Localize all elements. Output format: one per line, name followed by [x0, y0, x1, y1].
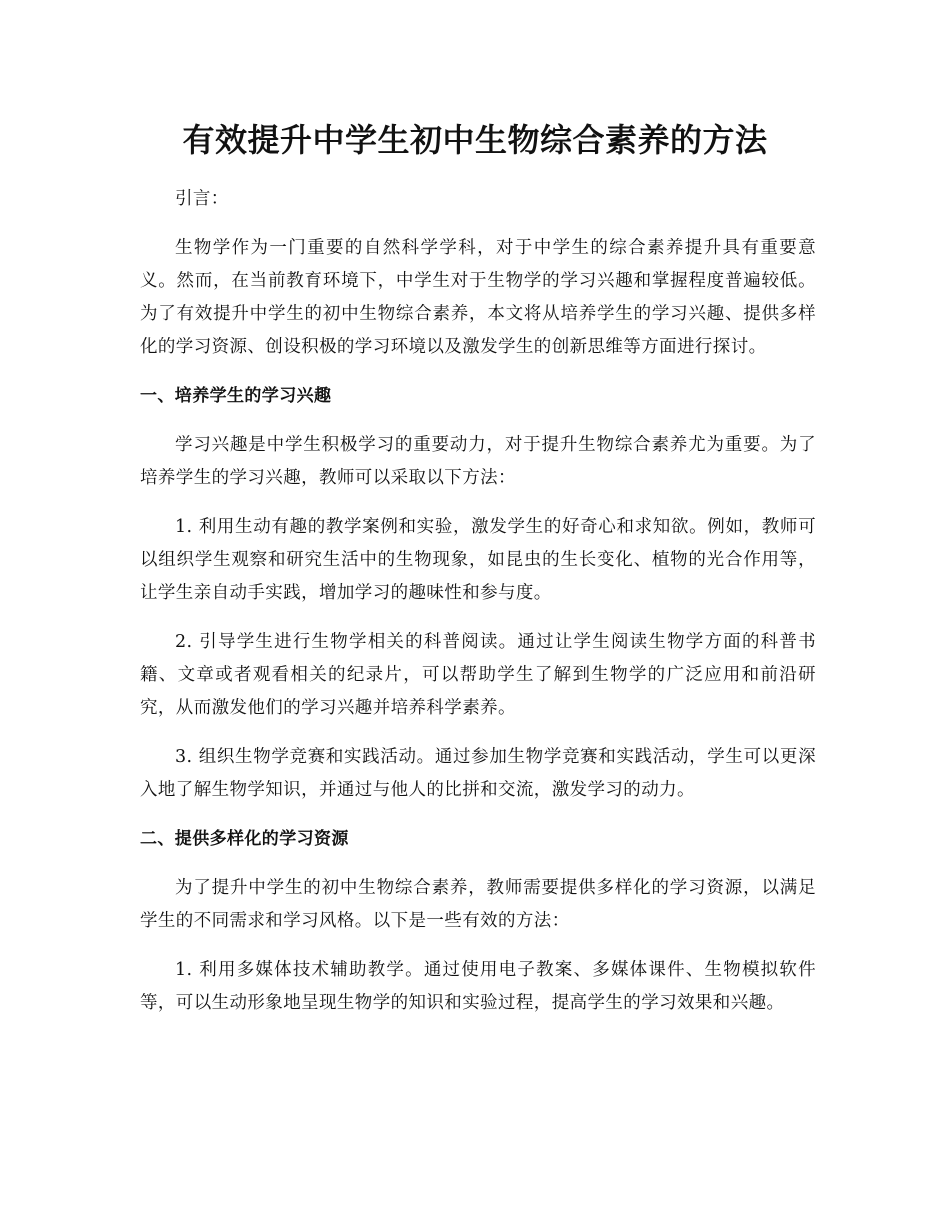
document-body — [140, 183, 816, 1036]
intro-paragraph: 生物学作为一门重要的自然科学学科，对于中学生的综合素养提升具有重要意义。然而，在当前教育环境下，中学生对于生物学的学习兴趣和掌握程度普遍较低。为了有效提升中学生的初中生物综合素养，本文将从培养学生的学习兴趣、提供多样化的学习资源、创设积极的学习环境以及激发学生的创新思维等方面进行探讨。 — [140, 238, 816, 357]
section-2-item-1: 1. 利用多媒体技术辅助教学。通过使用电子教案、多媒体课件、生物模拟软件等，可以生动形象地呈现生物学的知识和实验过程，提高学生的学习效果和兴趣。 — [140, 960, 816, 1013]
document-title: 有效提升中学生初中生物综合素养的方法 — [182, 121, 768, 160]
section-1-lead: 学习兴趣是中学生积极学习的重要动力，对于提升生物综合素养尤为重要。为了培养学生的学习兴趣，教师可以采取以下方法： — [140, 435, 816, 488]
section-1-heading: 一、培养学生的学习兴趣 — [140, 386, 332, 406]
section-1-item-3: 3. 组织生物学竞赛和实践活动。通过参加生物学竞赛和实践活动，学生可以更深入地了解生物学知识，并通过与他人的比拼和交流，激发学习的动力。 — [140, 747, 816, 800]
intro-label: 引言： — [175, 189, 229, 209]
section-2-heading: 二、提供多样化的学习资源 — [140, 829, 349, 849]
section-1-item-1: 1. 利用生动有趣的教学案例和实验，激发学生的好奇心和求知欲。例如，教师可以组织学生观察和研究生活中的生物现象，如昆虫的生长变化、植物的光合作用等，让学生亲自动手实践，增加学习的趣味性和参与度。 — [140, 517, 816, 603]
section-2-lead: 为了提升中学生的初中生物综合素养，教师需要提供多样化的学习资源，以满足学生的不同需求和学习风格。以下是一些有效的方法： — [140, 878, 816, 931]
section-1-item-2: 2. 引导学生进行生物学相关的科普阅读。通过让学生阅读生物学方面的科普书籍、文章或者观看相关的纪录片，可以帮助学生了解到生物学的广泛应用和前沿研究，从而激发他们的学习兴趣并培养科学素养。 — [140, 632, 816, 718]
